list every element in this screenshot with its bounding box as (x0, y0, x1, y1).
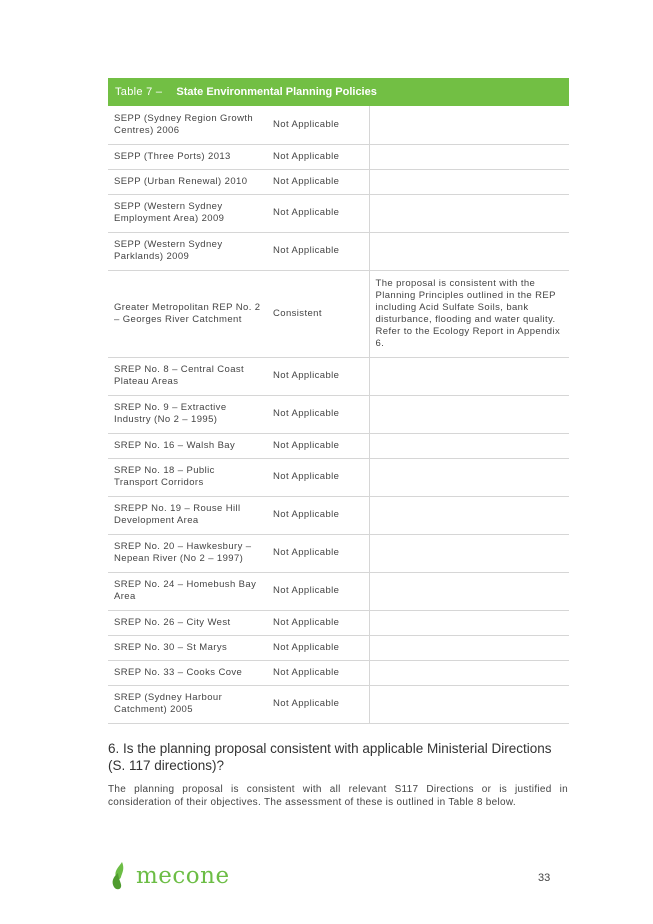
table-caption-number: Table 7 – (115, 86, 163, 98)
table-row (108, 635, 569, 660)
comment-cell (369, 610, 569, 635)
comment-cell (369, 232, 569, 270)
table-row (108, 144, 569, 169)
comment-cell (369, 106, 569, 144)
mecone-logo (108, 861, 230, 891)
status-cell: Not Applicable (267, 572, 369, 610)
table-row (108, 433, 569, 458)
status-cell: Not Applicable (267, 194, 369, 232)
comment-cell (369, 685, 569, 723)
table-row (108, 395, 569, 433)
status-cell: Not Applicable (267, 496, 369, 534)
table-row (108, 458, 569, 496)
planning-policies-table-container (108, 78, 569, 724)
comment-cell (369, 660, 569, 685)
status-cell: Not Applicable (267, 106, 369, 144)
status-cell: Not Applicable (267, 660, 369, 685)
comment-cell (369, 433, 569, 458)
status-cell: Not Applicable (267, 635, 369, 660)
status-cell: Not Applicable (267, 534, 369, 572)
policy-cell: SREP (Sydney Harbour Catchment) 2005 (108, 685, 267, 723)
status-cell: Not Applicable (267, 357, 369, 395)
policy-cell: SREP No. 26 – City West (108, 610, 267, 635)
comment-cell (369, 572, 569, 610)
status-cell: Not Applicable (267, 232, 369, 270)
table-row (108, 660, 569, 685)
comment-cell (369, 194, 569, 232)
policy-cell: Greater Metropolitan REP No. 2 – Georges River Catchment (108, 270, 267, 357)
policy-cell: SEPP (Urban Renewal) 2010 (108, 169, 267, 194)
policy-cell: SEPP (Sydney Region Growth Centres) 2006 (108, 106, 267, 144)
policy-cell: SREP No. 9 – Extractive Industry (No 2 – 1995) (108, 395, 267, 433)
status-cell: Consistent (267, 270, 369, 357)
table-caption-title: State Environmental Planning Policies (176, 86, 377, 98)
comment-cell (369, 169, 569, 194)
status-cell: Not Applicable (267, 685, 369, 723)
comment-cell (369, 395, 569, 433)
policy-cell: SREP No. 24 – Homebush Bay Area (108, 572, 267, 610)
comment-cell (369, 144, 569, 169)
policy-cell: SREP No. 30 – St Marys (108, 635, 267, 660)
status-cell: Not Applicable (267, 610, 369, 635)
page-number: 33 (538, 872, 551, 884)
logo-mark-icon (108, 861, 132, 891)
policy-cell: SEPP (Western Sydney Parklands) 2009 (108, 232, 267, 270)
policy-cell: SREPP No. 19 – Rouse Hill Development Area (108, 496, 267, 534)
table-row (108, 534, 569, 572)
planning-policies-table (108, 106, 569, 724)
comment-cell (369, 635, 569, 660)
comment-cell (369, 357, 569, 395)
status-cell: Not Applicable (267, 395, 369, 433)
comment-cell (369, 534, 569, 572)
comment-cell (369, 496, 569, 534)
table-row (108, 169, 569, 194)
table-row (108, 610, 569, 635)
policy-cell: SEPP (Western Sydney Employment Area) 2009 (108, 194, 267, 232)
body-paragraph: The planning proposal is consistent with all relevant S117 Directions or is justified in consideration of their objectives. The assessment of these is outlined in Table 8 below. (108, 784, 568, 808)
status-cell: Not Applicable (267, 169, 369, 194)
logo-wordmark: mecone (136, 863, 230, 889)
policy-cell: SREP No. 16 – Walsh Bay (108, 433, 267, 458)
comment-cell: The proposal is consistent with the Planning Principles outlined in the REP including Acid Sulfate Soils, bank disturbance, flooding and water quality. Refer to the Ecology Report in Appendix 6. (369, 270, 569, 357)
table-row (108, 106, 569, 144)
table-caption (108, 78, 569, 106)
table-row (108, 572, 569, 610)
policy-cell: SREP No. 33 – Cooks Cove (108, 660, 267, 685)
table-row (108, 194, 569, 232)
comment-cell (369, 458, 569, 496)
policy-cell: SREP No. 8 – Central Coast Plateau Areas (108, 357, 267, 395)
status-cell: Not Applicable (267, 144, 369, 169)
section-heading: 6. Is the planning proposal consistent with applicable Ministerial Directions (S. 117 directions)? (108, 741, 552, 773)
table-row (108, 232, 569, 270)
status-cell: Not Applicable (267, 433, 369, 458)
policy-cell: SEPP (Three Ports) 2013 (108, 144, 267, 169)
policy-cell: SREP No. 20 – Hawkesbury – Nepean River (No 2 – 1997) (108, 534, 267, 572)
table-row (108, 685, 569, 723)
policy-cell: SREP No. 18 – Public Transport Corridors (108, 458, 267, 496)
table-row (108, 270, 569, 357)
table-row (108, 357, 569, 395)
status-cell: Not Applicable (267, 458, 369, 496)
table-row (108, 496, 569, 534)
